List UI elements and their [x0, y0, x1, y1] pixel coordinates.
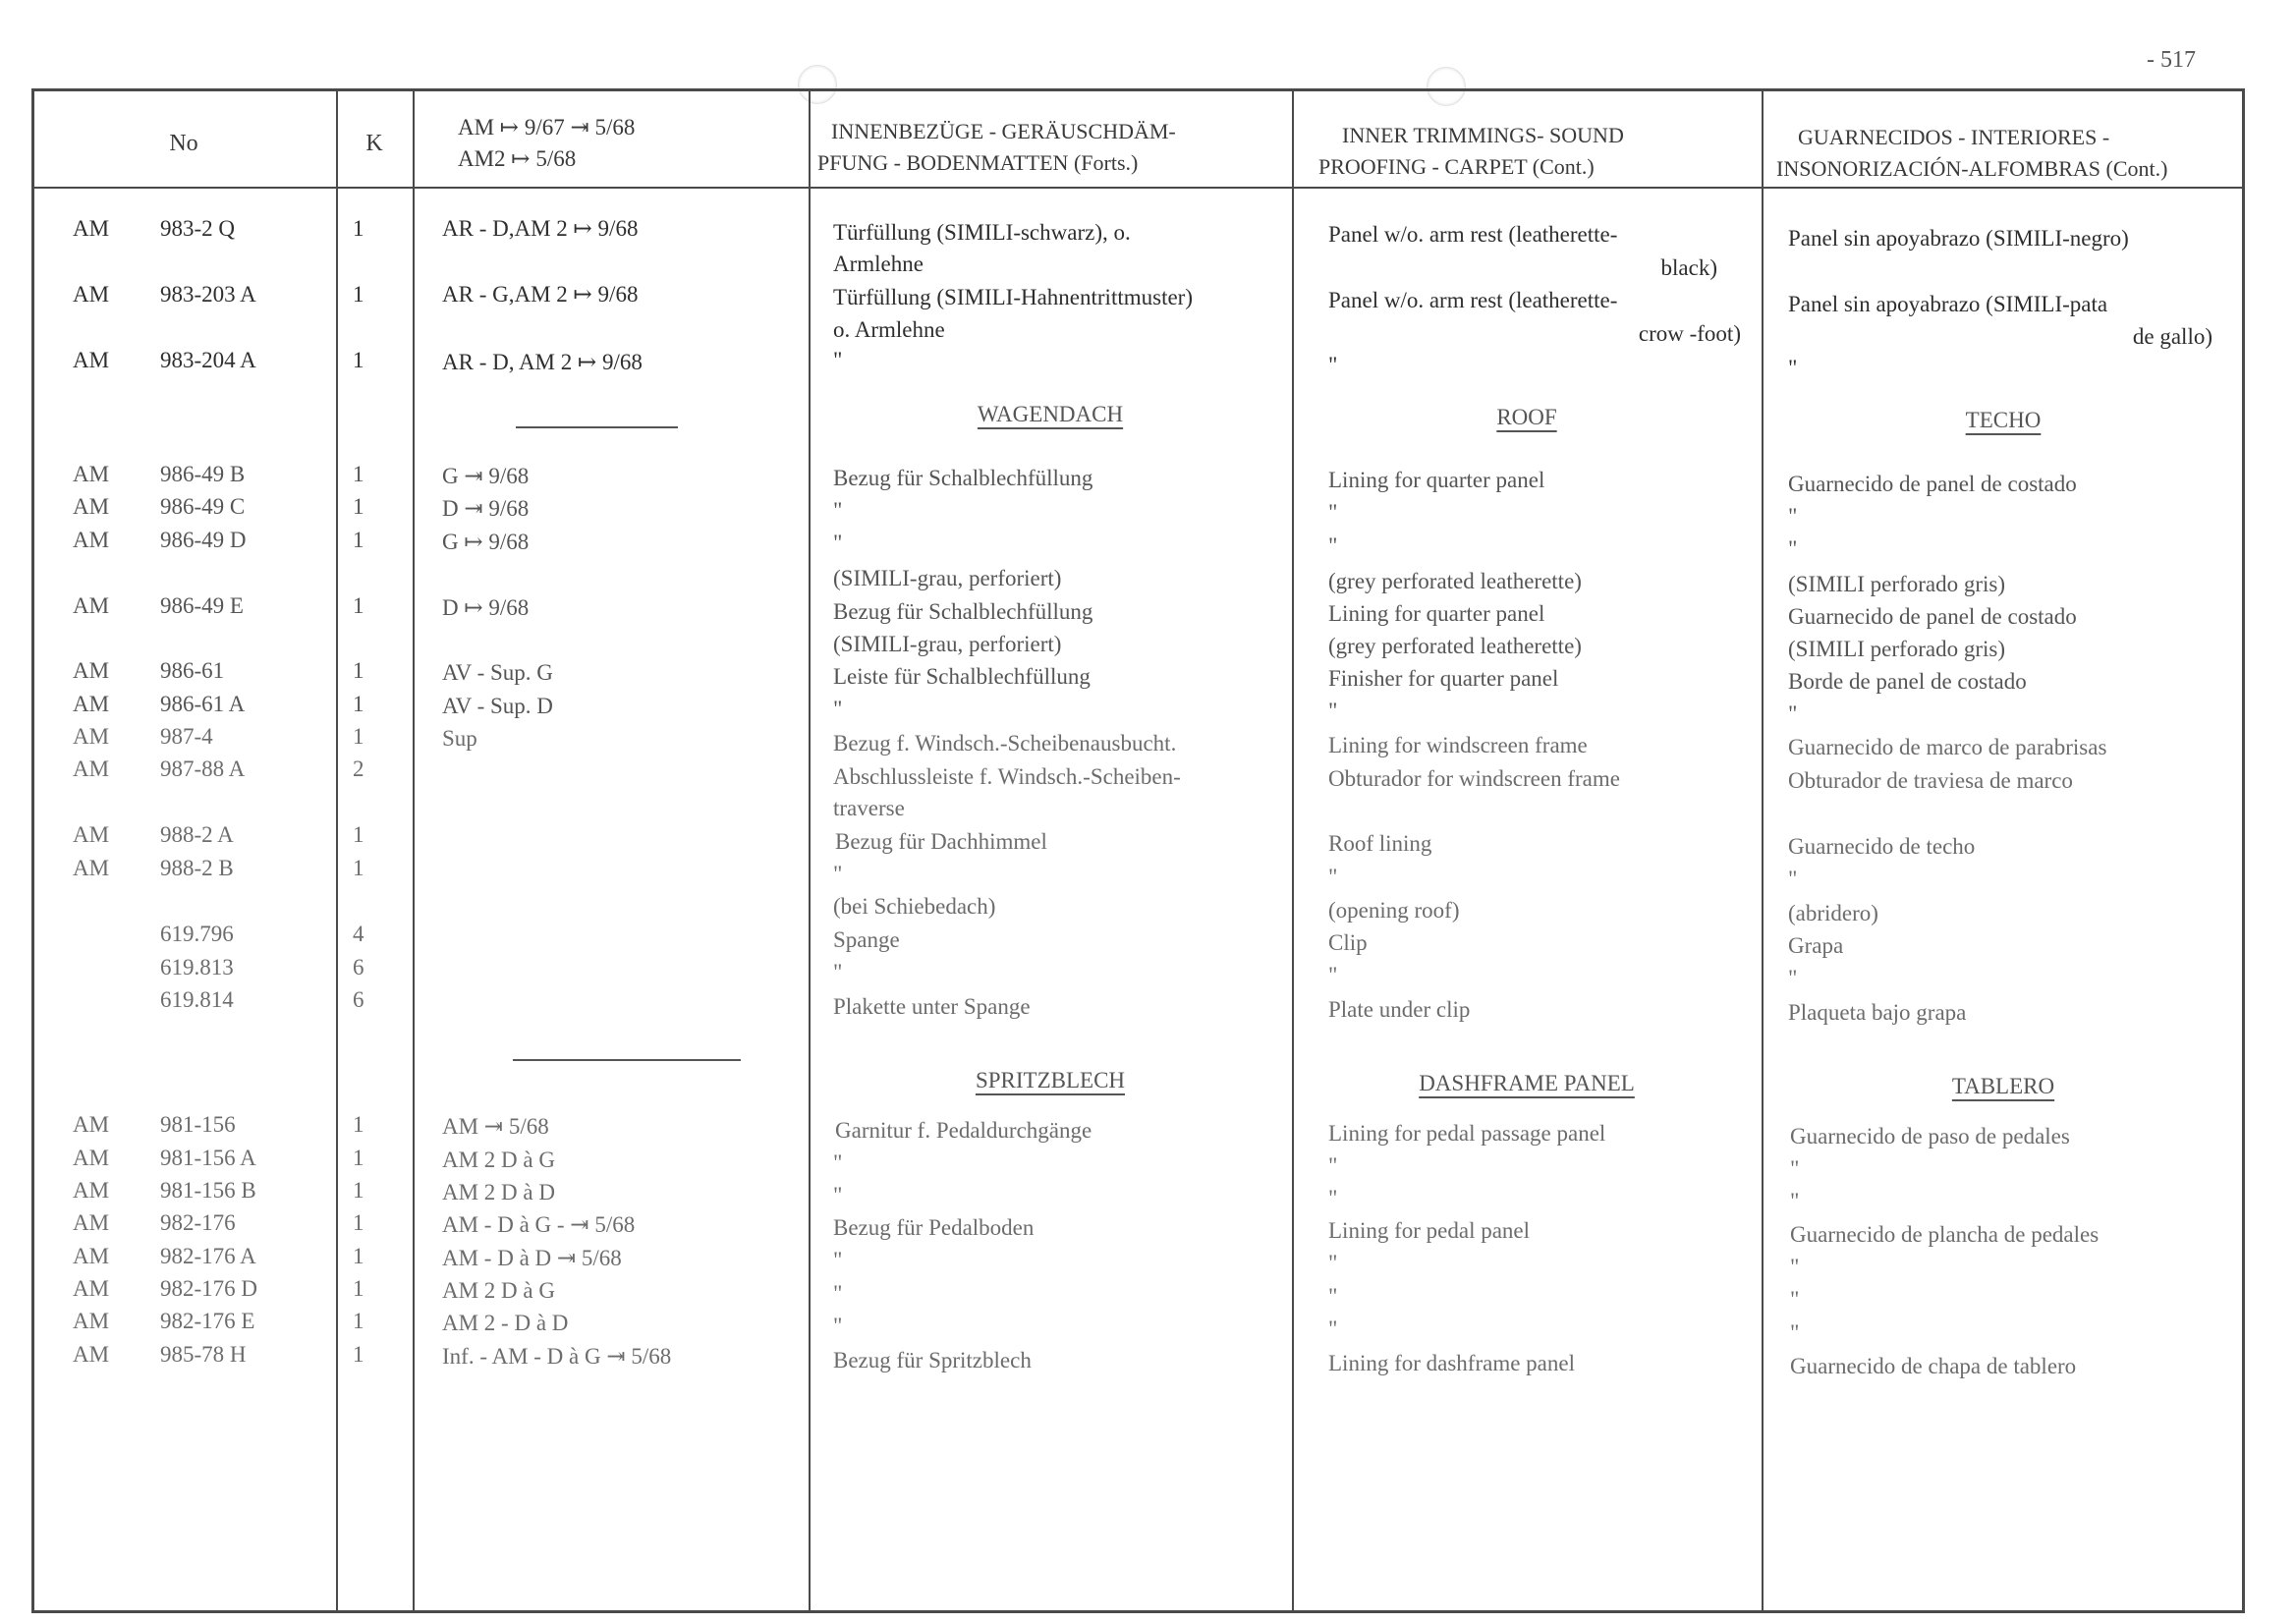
header-spanish: [1776, 122, 2167, 185]
quantity: 1: [353, 856, 364, 880]
description-es: ": [1788, 966, 1798, 990]
header-applications-line1: AM ↦ 9/67 ⇥ 5/68: [458, 115, 636, 140]
description-de: ": [833, 1183, 843, 1207]
description-es: ": [1790, 1287, 1800, 1312]
description-es: Panel sin apoyabrazo (SIMILI-pata: [1788, 292, 2108, 316]
part-number: 983-203 A: [160, 282, 256, 307]
application: D ⇥ 9/68: [442, 496, 530, 521]
description-en: Clip: [1328, 930, 1368, 955]
part-prefix: AM: [73, 348, 110, 372]
application: AV - Sup. G: [442, 660, 553, 685]
header-german: [817, 116, 1176, 179]
description-de: Plakette unter Spange: [833, 994, 1031, 1019]
part-number: 986-61 A: [160, 692, 246, 716]
description-de: ": [833, 697, 843, 721]
description-en: ": [1328, 699, 1338, 723]
quantity: 1: [353, 692, 364, 716]
header-applications-line2: AM2 ↦ 5/68: [458, 146, 577, 171]
description-en: ": [1328, 533, 1338, 558]
description-de: Bezug für Schalblechfüllung: [833, 599, 1093, 624]
application: AM 2 D à G: [442, 1148, 555, 1172]
application: AM ⇥ 5/68: [442, 1114, 549, 1139]
header-divider: [31, 187, 2245, 189]
description-en: crow -foot): [1638, 321, 1741, 346]
description-de: Garnitur f. Pedaldurchgänge: [835, 1118, 1092, 1143]
description-de: ": [833, 348, 843, 372]
quantity: 1: [353, 724, 364, 749]
part-number: 988-2 A: [160, 822, 234, 847]
quantity: 6: [353, 955, 364, 980]
part-prefix: AM: [73, 1178, 110, 1203]
part-number: 988-2 B: [160, 856, 234, 880]
header-english: [1318, 120, 1624, 183]
part-number: 986-49 C: [160, 494, 246, 519]
part-number: 987-88 A: [160, 756, 246, 781]
description-de: Bezug f. Windsch.-Scheibenausbucht.: [833, 731, 1177, 756]
part-number: 986-49 D: [160, 528, 247, 552]
description-en: (grey perforated leatherette): [1328, 569, 1582, 593]
description-en: Lining for quarter panel: [1328, 468, 1545, 492]
description-es: ": [1788, 867, 1798, 891]
quantity: 1: [353, 216, 364, 241]
description-es: ": [1788, 504, 1798, 529]
description-de: ": [833, 862, 843, 886]
description-es: (abridero): [1788, 901, 1878, 925]
header-spanish-line1: GUARNECIDOS - INTERIORES -: [1798, 125, 2110, 149]
description-de: Bezug für Spritzblech: [833, 1348, 1032, 1372]
description-en: ": [1328, 353, 1338, 377]
description-de: (SIMILI-grau, perforiert): [833, 566, 1062, 590]
description-en: ": [1328, 1316, 1338, 1341]
part-number: 982-176 A: [160, 1244, 256, 1268]
header-applications: [458, 112, 635, 175]
header-no: No: [169, 131, 198, 156]
description-de: ": [833, 1281, 843, 1306]
application: AR - D, AM 2 ↦ 9/68: [442, 350, 643, 374]
description-en: Lining for pedal passage panel: [1328, 1121, 1606, 1146]
part-prefix: AM: [73, 593, 110, 618]
section-title: TECHO: [1965, 408, 2042, 432]
header-english-line2: PROOFING - CARPET (Cont.): [1318, 154, 1595, 179]
column-divider: [336, 88, 338, 1613]
quantity: 1: [353, 822, 364, 847]
description-de: ": [833, 1314, 843, 1338]
description-en: Roof lining: [1328, 831, 1432, 856]
part-prefix: AM: [73, 1309, 110, 1333]
part-number: 986-49 E: [160, 593, 244, 618]
description-de: (bei Schiebedach): [833, 894, 996, 919]
part-number: 982-176 D: [160, 1276, 258, 1301]
quantity: 4: [353, 922, 364, 946]
part-number: 986-61: [160, 658, 225, 683]
description-en: ": [1328, 1251, 1338, 1275]
part-prefix: AM: [73, 692, 110, 716]
description-en: ": [1328, 865, 1338, 889]
description-es: Guarnecido de chapa de tablero: [1790, 1354, 2077, 1378]
description-en: Obturador for windscreen frame: [1328, 766, 1620, 791]
description-es: (SIMILI perforado gris): [1788, 572, 2005, 596]
description-de: Bezug für Pedalboden: [833, 1215, 1035, 1240]
description-es: ": [1788, 356, 1798, 380]
column-divider: [1292, 88, 1294, 1613]
description-de: Armlehne: [833, 252, 924, 276]
quantity: 1: [353, 282, 364, 307]
quantity: 1: [353, 658, 364, 683]
description-es: Borde de panel de costado: [1788, 669, 2027, 694]
description-es: de gallo): [2132, 324, 2212, 349]
part-number: 619.814: [160, 987, 234, 1012]
description-en: Lining for pedal panel: [1328, 1218, 1531, 1243]
description-de: ": [833, 498, 843, 523]
description-en: Lining for quarter panel: [1328, 601, 1545, 626]
application: AM 2 D à D: [442, 1180, 555, 1204]
part-prefix: AM: [73, 1244, 110, 1268]
description-es: Guarnecido de techo: [1788, 834, 1976, 859]
description-en: Panel w/o. arm rest (leatherette-: [1328, 222, 1618, 247]
part-number: 987-4: [160, 724, 213, 749]
description-de: ": [833, 1248, 843, 1272]
quantity: 1: [353, 1112, 364, 1137]
description-en: Lining for windscreen frame: [1328, 733, 1588, 757]
part-prefix: AM: [73, 822, 110, 847]
description-de: Türfüllung (SIMILI-schwarz), o.: [833, 220, 1131, 245]
description-es: Plaqueta bajo grapa: [1788, 1000, 1967, 1025]
part-number: 986-49 B: [160, 462, 246, 486]
header-german-line2: PFUNG - BODENMATTEN (Forts.): [817, 150, 1139, 175]
description-de: traverse: [833, 796, 905, 820]
quantity: 1: [353, 1210, 364, 1235]
description-de: Spange: [833, 927, 900, 952]
description-de: (SIMILI-grau, perforiert): [833, 632, 1062, 656]
part-prefix: AM: [73, 462, 110, 486]
part-prefix: AM: [73, 528, 110, 552]
quantity: 1: [353, 1244, 364, 1268]
quantity: 1: [353, 1146, 364, 1170]
part-prefix: AM: [73, 856, 110, 880]
header-spanish-line2: INSONORIZACIÓN-ALFOMBRAS (Cont.): [1776, 156, 2168, 181]
application: AM 2 D à G: [442, 1278, 555, 1303]
quantity: 2: [353, 756, 364, 781]
part-number: 981-156: [160, 1112, 236, 1137]
application: Inf. - AM - D à G ⇥ 5/68: [442, 1344, 672, 1369]
quantity: 1: [353, 1276, 364, 1301]
quantity: 1: [353, 462, 364, 486]
description-es: Guarnecido de plancha de pedales: [1790, 1222, 2100, 1247]
description-de: Abschlussleiste f. Windsch.-Scheiben-: [833, 764, 1181, 789]
part-prefix: AM: [73, 282, 110, 307]
description-en: Plate under clip: [1328, 997, 1471, 1022]
part-number: 619.796: [160, 922, 234, 946]
part-prefix: AM: [73, 724, 110, 749]
part-number: 982-176 E: [160, 1309, 255, 1333]
description-de: ": [833, 531, 843, 555]
part-number: 983-2 Q: [160, 216, 236, 241]
part-number: 981-156 B: [160, 1178, 256, 1203]
section-separator: [513, 1059, 741, 1061]
description-de: ": [833, 1150, 843, 1175]
description-de: Türfüllung (SIMILI-Hahnentrittmuster): [833, 285, 1193, 309]
description-en: black): [1660, 255, 1717, 280]
description-es: Guarnecido de marco de parabrisas: [1788, 735, 2107, 759]
application: AM 2 - D à D: [442, 1311, 569, 1335]
description-es: Grapa: [1788, 933, 1844, 958]
part-number: 985-78 H: [160, 1342, 247, 1367]
description-es: Guarnecido de paso de pedales: [1790, 1124, 2070, 1148]
quantity: 1: [353, 494, 364, 519]
section-title: ROOF: [1496, 405, 1557, 429]
description-es: ": [1788, 701, 1798, 726]
description-de: Bezug für Dachhimmel: [835, 829, 1047, 854]
description-de: o. Armlehne: [833, 317, 945, 342]
section-title: SPRITZBLECH: [975, 1068, 1126, 1092]
description-es: Obturador de traviesa de marco: [1788, 768, 2073, 793]
quantity: 1: [353, 1309, 364, 1333]
header-german-line1: INNENBEZÜGE - GERÄUSCHDÄM-: [831, 119, 1176, 143]
description-es: ": [1788, 536, 1798, 561]
part-number: 981-156 A: [160, 1146, 256, 1170]
description-de: Bezug für Schalblechfüllung: [833, 466, 1093, 490]
description-en: Panel w/o. arm rest (leatherette-: [1328, 288, 1618, 312]
part-number: 619.813: [160, 955, 234, 980]
description-en: (grey perforated leatherette): [1328, 634, 1582, 658]
part-prefix: AM: [73, 216, 110, 241]
quantity: 1: [353, 593, 364, 618]
section-title: WAGENDACH: [977, 402, 1124, 426]
section-title: TABLERO: [1951, 1074, 2055, 1098]
part-prefix: AM: [73, 1112, 110, 1137]
part-prefix: AM: [73, 494, 110, 519]
column-divider: [413, 88, 415, 1613]
part-prefix: AM: [73, 1146, 110, 1170]
page-number: - 517: [2147, 47, 2196, 73]
description-es: Guarnecido de panel de costado: [1788, 472, 2077, 496]
description-en: ": [1328, 1284, 1338, 1309]
description-es: (SIMILI perforado gris): [1788, 637, 2005, 661]
application: AR - D,AM 2 ↦ 9/68: [442, 216, 639, 241]
description-es: ": [1790, 1255, 1800, 1279]
section-title: DASHFRAME PANEL: [1419, 1071, 1635, 1095]
description-en: Lining for dashframe panel: [1328, 1351, 1575, 1375]
description-es: ": [1790, 1189, 1800, 1213]
header-k: K: [365, 131, 383, 156]
header-english-line1: INNER TRIMMINGS- SOUND: [1342, 123, 1624, 147]
description-en: ": [1328, 963, 1338, 987]
application: D ↦ 9/68: [442, 595, 530, 620]
description-es: ": [1790, 1320, 1800, 1345]
application: AV - Sup. D: [442, 694, 553, 718]
part-number: 982-176: [160, 1210, 236, 1235]
description-en: (opening roof): [1328, 898, 1460, 923]
part-prefix: AM: [73, 1342, 110, 1367]
application: Sup: [442, 726, 477, 751]
section-separator: [516, 426, 678, 428]
quantity: 1: [353, 528, 364, 552]
description-de: Leiste für Schalblechfüllung: [833, 664, 1091, 689]
application: G ↦ 9/68: [442, 530, 530, 554]
description-es: ": [1790, 1156, 1800, 1181]
description-de: ": [833, 960, 843, 984]
part-prefix: AM: [73, 658, 110, 683]
quantity: 1: [353, 1178, 364, 1203]
part-prefix: AM: [73, 756, 110, 781]
description-en: ": [1328, 500, 1338, 525]
description-es: Panel sin apoyabrazo (SIMILI-negro): [1788, 226, 2129, 251]
application: AR - G,AM 2 ↦ 9/68: [442, 282, 639, 307]
column-divider: [809, 88, 811, 1613]
application: AM - D à D ⇥ 5/68: [442, 1246, 622, 1270]
description-es: Guarnecido de panel de costado: [1788, 604, 2077, 629]
column-divider: [1762, 88, 1764, 1613]
part-prefix: AM: [73, 1276, 110, 1301]
quantity: 1: [353, 1342, 364, 1367]
application: AM - D à G - ⇥ 5/68: [442, 1212, 636, 1237]
description-en: Finisher for quarter panel: [1328, 666, 1559, 691]
description-en: ": [1328, 1186, 1338, 1210]
quantity: 1: [353, 348, 364, 372]
application: G ⇥ 9/68: [442, 464, 530, 488]
part-prefix: AM: [73, 1210, 110, 1235]
description-en: ": [1328, 1153, 1338, 1178]
part-number: 983-204 A: [160, 348, 256, 372]
quantity: 6: [353, 987, 364, 1012]
